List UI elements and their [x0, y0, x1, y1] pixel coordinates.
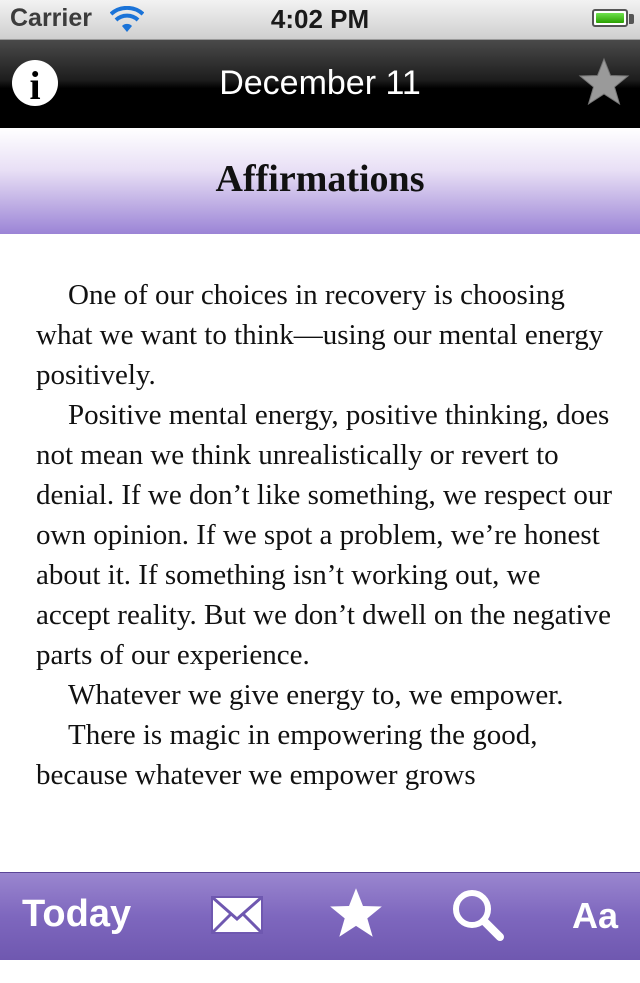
page-title: Affirmations [215, 158, 425, 200]
paragraph: Whatever we give energy to, we empower. [68, 679, 564, 711]
search-icon[interactable] [450, 887, 504, 941]
status-time: 4:02 PM [270, 4, 370, 34]
today-tab[interactable]: Today [22, 893, 132, 935]
battery-icon [592, 9, 628, 27]
mail-icon[interactable] [210, 895, 264, 935]
paragraph: Positive mental energy, positive thinking, does not mean we think unrealistically or revert to denial. If we don’t like something, we respect our own opinion. If we spot a problem, we’re honest about it. If something isn’t working out, we accept reality. But we don’t dwell on the negative parts of our experience. [36, 399, 613, 671]
status-bar [0, 0, 640, 40]
font-size-button[interactable]: Aa [571, 895, 618, 936]
tab-bar [0, 872, 640, 960]
paragraph: One of our choices in recovery is choosing what we want to think—using our mental energy positively. [36, 279, 604, 391]
paragraph: There is magic in empowering the good, because whatever we empower grows [36, 719, 538, 791]
navigation-bar [0, 40, 640, 128]
nav-title: December 11 [219, 64, 421, 102]
star-icon[interactable] [578, 56, 630, 108]
info-icon: i [29, 63, 41, 108]
star-icon[interactable] [328, 885, 384, 941]
carrier-label: Carrier [10, 4, 92, 32]
reading-text [36, 275, 616, 873]
header-band [0, 128, 640, 234]
battery-nub [629, 14, 634, 24]
